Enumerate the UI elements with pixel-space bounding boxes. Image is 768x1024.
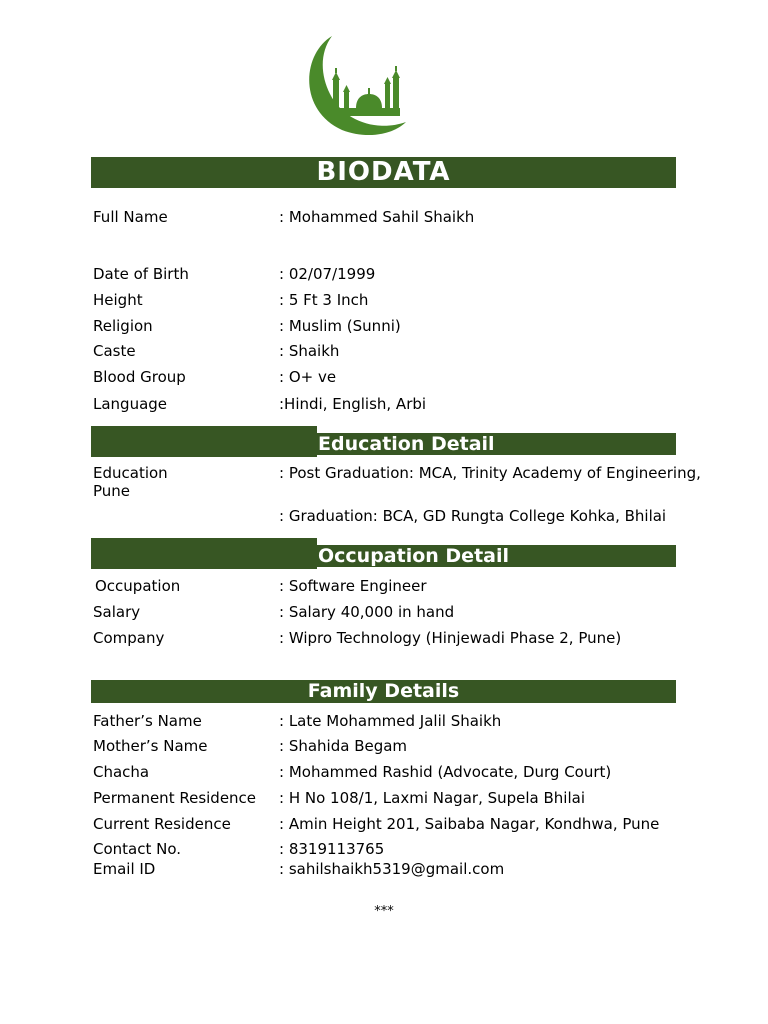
caste-label: Caste xyxy=(93,342,136,360)
mother-name-label: Mother’s Name xyxy=(93,737,208,755)
contact-value: : 8319113765 xyxy=(279,840,385,858)
dob-value: : 02/07/1999 xyxy=(279,265,376,283)
full-name-label: Full Name xyxy=(93,208,168,226)
education-post-graduation-cont: Pune xyxy=(93,482,131,500)
height-value: : 5 Ft 3 Inch xyxy=(279,291,369,309)
company-value: : Wipro Technology (Hinjewadi Phase 2, Pune) xyxy=(279,629,622,647)
education-heading-bar xyxy=(91,426,317,457)
education-graduation: : Graduation: BCA, GD Rungta College Kohka, Bhilai xyxy=(279,507,667,525)
language-value: :Hindi, English, Arbi xyxy=(279,395,427,413)
dob-label: Date of Birth xyxy=(93,265,189,283)
blood-group-label: Blood Group xyxy=(93,368,186,386)
religion-label: Religion xyxy=(93,317,153,335)
education-heading: Education Detail xyxy=(317,433,676,455)
occupation-label: Occupation xyxy=(95,577,181,595)
crescent-mosque-icon xyxy=(296,30,416,140)
email-value: : sahilshaikh5319@gmail.com xyxy=(279,860,505,878)
company-label: Company xyxy=(93,629,165,647)
caste-value: : Shaikh xyxy=(279,342,340,360)
email-label: Email ID xyxy=(93,860,156,878)
language-label: Language xyxy=(93,395,168,413)
chacha-value: : Mohammed Rashid (Advocate, Durg Court) xyxy=(279,763,612,781)
family-heading: Family Details xyxy=(91,680,676,703)
footer-separator: *** xyxy=(374,904,394,919)
height-label: Height xyxy=(93,291,143,309)
page-title: BIODATA xyxy=(91,157,676,188)
blood-group-value: : O+ ve xyxy=(279,368,337,386)
father-name-label: Father’s Name xyxy=(93,712,202,730)
education-label: Education xyxy=(93,464,168,482)
salary-value: : Salary 40,000 in hand xyxy=(279,603,455,621)
salary-label: Salary xyxy=(93,603,141,621)
occupation-heading-bar xyxy=(91,538,317,569)
permanent-residence-label: Permanent Residence xyxy=(93,789,257,807)
chacha-label: Chacha xyxy=(93,763,150,781)
contact-label: Contact No. xyxy=(93,840,182,858)
permanent-residence-value: : H No 108/1, Laxmi Nagar, Supela Bhilai xyxy=(279,789,585,807)
occupation-heading: Occupation Detail xyxy=(317,545,676,567)
father-name-value: : Late Mohammed Jalil Shaikh xyxy=(279,712,502,730)
full-name-value: : Mohammed Sahil Shaikh xyxy=(279,208,475,226)
occupation-value: : Software Engineer xyxy=(279,577,427,595)
mother-name-value: : Shahida Begam xyxy=(279,737,408,755)
current-residence-value: : Amin Height 201, Saibaba Nagar, Kondhwa, Pune xyxy=(279,815,660,833)
current-residence-label: Current Residence xyxy=(93,815,231,833)
religion-value: : Muslim (Sunni) xyxy=(279,317,401,335)
education-post-graduation: : Post Graduation: MCA, Trinity Academy of Engineering, xyxy=(279,464,701,482)
